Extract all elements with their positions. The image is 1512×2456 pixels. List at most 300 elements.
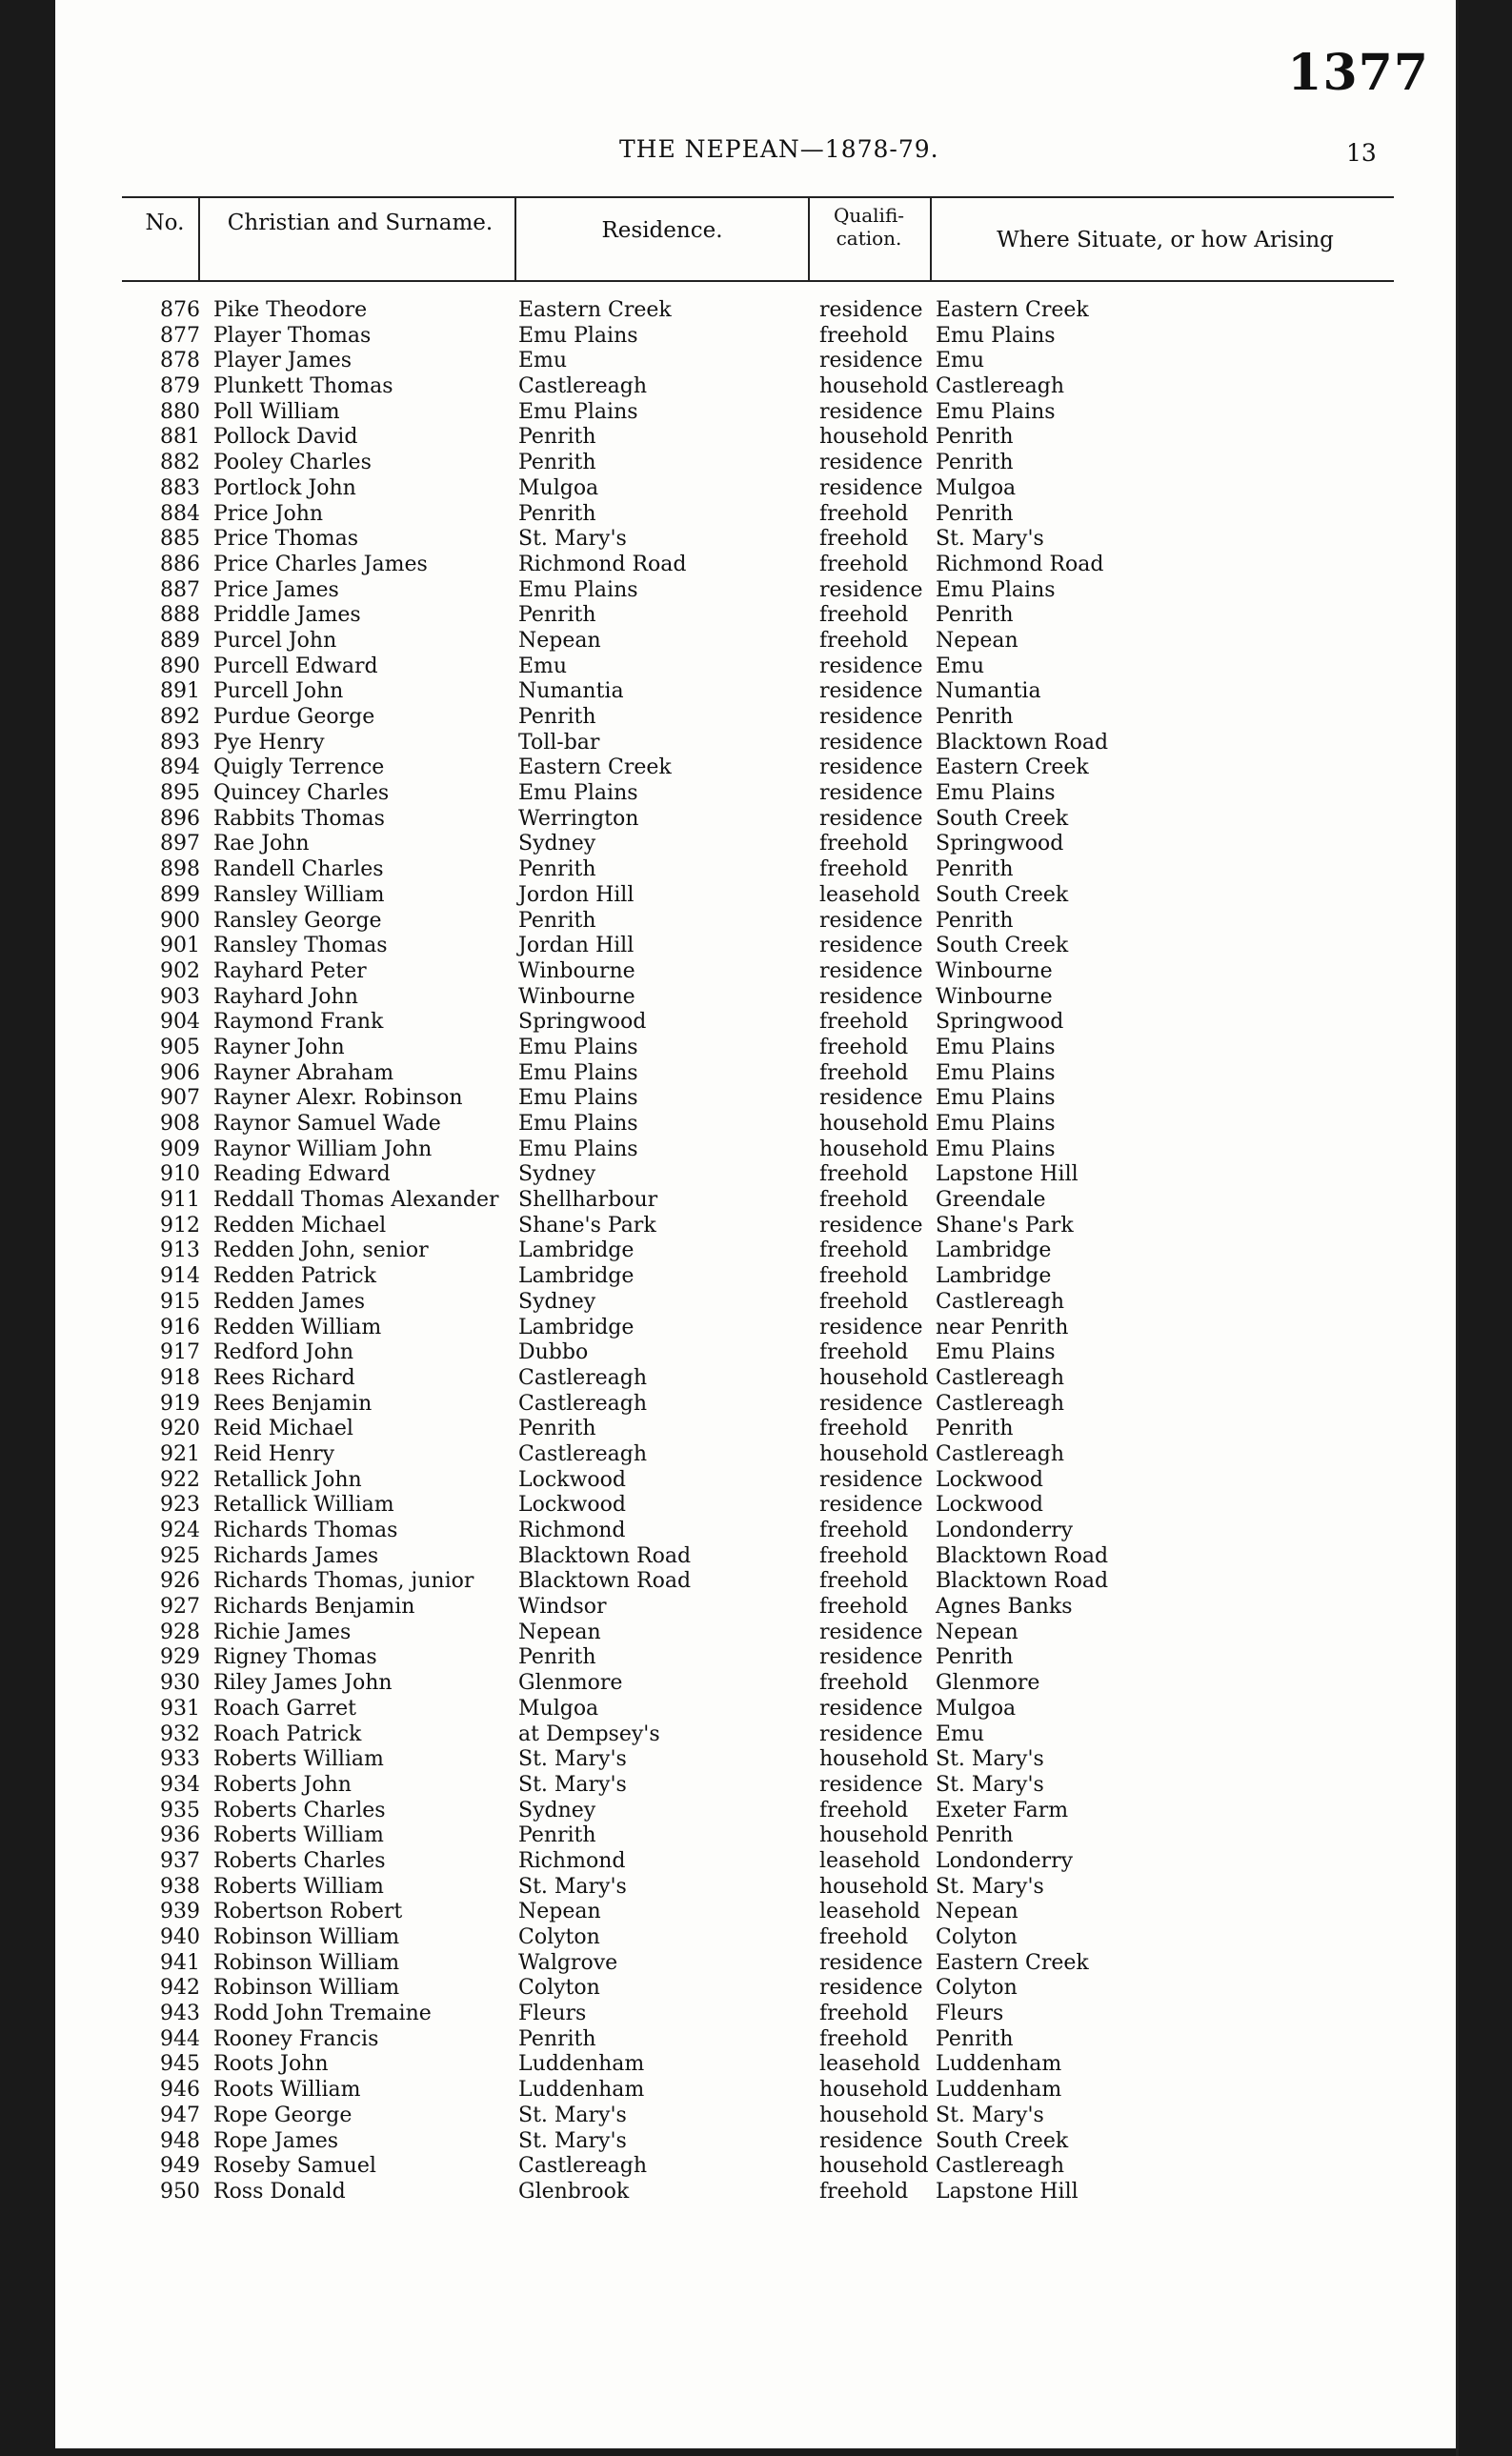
property-location: Emu Plains [936, 1060, 1056, 1085]
elector-qualification: residence [819, 781, 923, 806]
property-location: Agnes Banks [936, 1595, 1073, 1620]
elector-number: 891 [160, 679, 200, 704]
elector-residence: Lockwood [518, 1493, 626, 1518]
page-title: THE NEPEAN—1878-79. [619, 135, 939, 163]
elector-name: Rope James [213, 2128, 339, 2153]
elector-number: 900 [160, 908, 200, 933]
table-row [55, 451, 1456, 476]
elector-residence: Eastern Creek [518, 298, 672, 322]
property-location: Exeter Farm [936, 1798, 1069, 1822]
elector-name: Richie James [213, 1620, 352, 1644]
property-location: Emu [936, 1721, 985, 1746]
elector-residence: Winbourne [518, 984, 635, 1009]
elector-number: 910 [160, 1162, 200, 1187]
table-row [55, 1290, 1456, 1316]
table-row [55, 2180, 1456, 2205]
table-row [55, 1036, 1456, 1061]
elector-qualification: residence [819, 1493, 923, 1518]
property-location: Castlereagh [936, 2154, 1065, 2179]
elector-name: Retallick John [213, 1467, 362, 1492]
table-row [55, 1340, 1456, 1366]
elector-qualification: freehold [819, 552, 909, 576]
property-location: Emu Plains [936, 1340, 1056, 1365]
elector-residence: Glenmore [518, 1671, 623, 1696]
elector-qualification: residence [819, 1696, 923, 1721]
elector-name: Pooley Charles [213, 451, 372, 475]
elector-number: 879 [160, 374, 200, 399]
elector-name: Rabbits Thomas [213, 806, 385, 831]
property-location: Fleurs [936, 2002, 1004, 2026]
elector-qualification: residence [819, 451, 923, 475]
elector-qualification: residence [819, 705, 923, 729]
elector-residence: Emu Plains [518, 1086, 638, 1111]
elector-qualification: freehold [819, 1543, 909, 1568]
property-location: Greendale [936, 1188, 1046, 1213]
elector-number: 936 [160, 1823, 200, 1848]
table-row [55, 807, 1456, 833]
elector-name: Richards Thomas, junior [213, 1569, 474, 1594]
elector-qualification: household [819, 1137, 929, 1161]
elector-number: 909 [160, 1137, 200, 1161]
elector-residence: Penrith [518, 1645, 596, 1670]
elector-residence: at Dempsey's [518, 1721, 660, 1746]
elector-qualification: residence [819, 399, 923, 424]
elector-qualification: household [819, 1112, 929, 1136]
elector-qualification: leasehold [819, 1848, 921, 1873]
elector-qualification: freehold [819, 1595, 909, 1620]
elector-name: Price Charles James [213, 552, 428, 576]
elector-number: 930 [160, 1671, 200, 1696]
elector-name: Roberts Charles [213, 1798, 386, 1822]
elector-residence: Colyton [518, 1925, 600, 1949]
elector-name: Redden Patrick [213, 1264, 376, 1289]
elector-qualification: freehold [819, 1519, 909, 1542]
elector-number: 902 [160, 958, 200, 983]
property-location: Springwood [936, 832, 1064, 856]
elector-name: Rayhard John [213, 984, 358, 1009]
elector-qualification: residence [819, 1950, 923, 1975]
elector-name: Rigney Thomas [213, 1645, 377, 1670]
elector-residence: Nepean [518, 1900, 601, 1924]
table-row [55, 2052, 1456, 2078]
elector-number: 906 [160, 1060, 200, 1085]
elector-name: Rees Richard [213, 1365, 355, 1390]
elector-name: Pike Theodore [213, 298, 368, 322]
property-location: St. Mary's [936, 1874, 1044, 1899]
table-row [55, 1468, 1456, 1494]
elector-residence: Emu [518, 349, 568, 373]
elector-residence: Penrith [518, 501, 596, 526]
elector-residence: Glenbrook [518, 2179, 630, 2204]
elector-number: 918 [160, 1365, 200, 1390]
elector-residence: Blacktown Road [518, 1569, 692, 1594]
table-row [55, 1442, 1456, 1468]
elector-number: 901 [160, 934, 200, 958]
elector-name: Roberts John [213, 1772, 352, 1797]
property-location: Penrith [936, 501, 1014, 526]
elector-number: 917 [160, 1340, 200, 1365]
property-location: Castlereagh [936, 1391, 1065, 1416]
elector-number: 934 [160, 1772, 200, 1797]
elector-number: 921 [160, 1441, 200, 1466]
elector-residence: Shellharbour [518, 1188, 658, 1213]
elector-number: 948 [160, 2128, 200, 2153]
elector-name: Robinson William [213, 1925, 400, 1949]
table-row [55, 679, 1456, 705]
elector-name: Reddall Thomas Alexander [213, 1188, 499, 1213]
property-location: Penrith [936, 1645, 1014, 1670]
elector-name: Redden James [213, 1289, 366, 1314]
elector-number: 940 [160, 1925, 200, 1949]
elector-residence: Richmond Road [518, 552, 687, 576]
elector-name: Reid Henry [213, 1441, 335, 1466]
property-location: Eastern Creek [936, 1950, 1089, 1975]
elector-residence: Sydney [518, 832, 596, 856]
elector-qualification: freehold [819, 1060, 909, 1085]
property-location: Eastern Creek [936, 298, 1089, 322]
elector-residence: Windsor [518, 1595, 607, 1620]
column-divider [198, 198, 200, 280]
elector-residence: Sydney [518, 1289, 596, 1314]
elector-qualification: residence [819, 298, 923, 322]
property-location: Nepean [936, 1900, 1018, 1924]
table-row [55, 1951, 1456, 1977]
elector-residence: Penrith [518, 1417, 596, 1441]
table-row [55, 654, 1456, 680]
property-location: Emu Plains [936, 399, 1056, 424]
elector-residence: Penrith [518, 908, 596, 933]
elector-qualification: residence [819, 1086, 923, 1111]
table-row [55, 909, 1456, 935]
elector-name: Portlock John [213, 475, 356, 500]
property-location: Lambridge [936, 1238, 1052, 1263]
table-row [55, 1645, 1456, 1671]
elector-number: 880 [160, 399, 200, 424]
table-row [55, 832, 1456, 857]
property-location: Winbourne [936, 958, 1053, 983]
elector-number: 890 [160, 654, 200, 678]
elector-name: Quincey Charles [213, 781, 390, 806]
property-location: Emu Plains [936, 577, 1056, 602]
table-row [55, 1010, 1456, 1036]
table-row [55, 1747, 1456, 1773]
elector-residence: Emu Plains [518, 1060, 638, 1085]
elector-residence: Shane's Park [518, 1213, 656, 1238]
elector-residence: Sydney [518, 1162, 596, 1187]
table-row [55, 1823, 1456, 1849]
table-row [55, 1086, 1456, 1112]
elector-number: 897 [160, 832, 200, 856]
elector-name: Pollock David [213, 425, 358, 450]
property-location: Shane's Park [936, 1213, 1074, 1238]
elector-residence: St. Mary's [518, 2128, 627, 2153]
elector-number: 931 [160, 1696, 200, 1721]
elector-qualification: residence [819, 755, 923, 780]
elector-qualification: household [819, 2154, 929, 2179]
elector-number: 923 [160, 1493, 200, 1518]
property-location: Penrith [936, 2026, 1014, 2051]
elector-residence: Werrington [518, 806, 639, 831]
page-number: 1377 [1287, 44, 1429, 102]
elector-number: 883 [160, 475, 200, 500]
elector-qualification: residence [819, 934, 923, 958]
elector-qualification: residence [819, 2128, 923, 2153]
property-location: St. Mary's [936, 1772, 1044, 1797]
table-row [55, 1316, 1456, 1341]
table-row [55, 603, 1456, 629]
column-header-qualification: Qualifi-cation. [833, 204, 905, 250]
elector-qualification: freehold [819, 2026, 909, 2051]
property-location: Lapstone Hill [936, 1162, 1079, 1187]
elector-number: 894 [160, 755, 200, 780]
elector-number: 908 [160, 1112, 200, 1136]
elector-name: Riley James John [213, 1671, 393, 1696]
elector-number: 943 [160, 2002, 200, 2026]
elector-name: Rae John [213, 832, 310, 856]
elector-name: Richards James [213, 1543, 379, 1568]
table-row [55, 985, 1456, 1011]
property-location: Penrith [936, 857, 1014, 882]
elector-number: 945 [160, 2052, 200, 2077]
elector-qualification: household [819, 1823, 929, 1848]
table-row [55, 959, 1456, 985]
elector-number: 912 [160, 1213, 200, 1238]
elector-qualification: freehold [819, 1569, 909, 1594]
elector-residence: Emu [518, 654, 568, 678]
table-row [55, 1264, 1456, 1290]
property-location: Nepean [936, 1620, 1018, 1644]
property-location: Emu [936, 654, 985, 678]
table-row [55, 1671, 1456, 1697]
property-location: Lambridge [936, 1264, 1052, 1289]
elector-name: Roseby Samuel [213, 2154, 376, 2179]
elector-residence: Fleurs [518, 2002, 587, 2026]
elector-residence: Lambridge [518, 1238, 635, 1263]
elector-number: 932 [160, 1721, 200, 1746]
elector-residence: Penrith [518, 857, 596, 882]
property-location: Emu Plains [936, 1086, 1056, 1111]
table-row [55, 400, 1456, 426]
elector-name: Retallick William [213, 1493, 394, 1518]
elector-name: Redford John [213, 1340, 354, 1365]
register-page [55, 0, 1456, 2448]
elector-number: 937 [160, 1848, 200, 1873]
elector-residence: Sydney [518, 1798, 596, 1822]
elector-number: 882 [160, 451, 200, 475]
table-row [55, 1238, 1456, 1264]
elector-qualification: freehold [819, 1162, 909, 1187]
elector-number: 904 [160, 1010, 200, 1035]
property-location: South Creek [936, 934, 1069, 958]
elector-number: 919 [160, 1391, 200, 1416]
elector-name: Richards Benjamin [213, 1595, 415, 1620]
elector-residence: Penrith [518, 451, 596, 475]
elector-name: Purcel John [213, 628, 337, 653]
property-location: near Penrith [936, 1315, 1069, 1339]
property-location: Colyton [936, 1925, 1018, 1949]
elector-name: Rayhard Peter [213, 958, 367, 983]
elector-residence: St. Mary's [518, 527, 627, 552]
elector-qualification: freehold [819, 1289, 909, 1314]
column-header-where: Where Situate, or how Arising [997, 228, 1334, 252]
property-location: Castlereagh [936, 374, 1065, 399]
elector-qualification: leasehold [819, 882, 921, 907]
elector-residence: Penrith [518, 2026, 596, 2051]
table-row [55, 1519, 1456, 1544]
table-row [55, 349, 1456, 374]
table-row [55, 1621, 1456, 1646]
table-row [55, 1722, 1456, 1748]
table-row [55, 425, 1456, 451]
table-row [55, 1162, 1456, 1188]
table-header-bottom-rule [122, 280, 1394, 282]
table-row [55, 1137, 1456, 1163]
property-location: Blacktown Road [936, 1569, 1109, 1594]
table-row [55, 578, 1456, 604]
property-location: Lockwood [936, 1467, 1043, 1492]
elector-name: Reading Edward [213, 1162, 391, 1187]
elector-qualification: residence [819, 908, 923, 933]
elector-number: 922 [160, 1467, 200, 1492]
table-row [55, 755, 1456, 781]
elector-name: Rope George [213, 2103, 353, 2127]
elector-number: 881 [160, 425, 200, 450]
property-location: Emu Plains [936, 1112, 1056, 1136]
elector-name: Robinson William [213, 1950, 400, 1975]
elector-number: 925 [160, 1543, 200, 1568]
elector-qualification: residence [819, 349, 923, 373]
property-location: Castlereagh [936, 1289, 1065, 1314]
table-row [55, 374, 1456, 400]
table-row [55, 527, 1456, 553]
table-row [55, 857, 1456, 883]
elector-qualification: freehold [819, 1188, 909, 1213]
elector-residence: Castlereagh [518, 1391, 648, 1416]
table-row [55, 2078, 1456, 2104]
elector-name: Roots John [213, 2052, 329, 2077]
elector-number: 939 [160, 1900, 200, 1924]
table-row [55, 1697, 1456, 1722]
property-location: Nepean [936, 628, 1018, 653]
elector-residence: Toll-bar [518, 730, 600, 755]
elector-name: Ross Donald [213, 2179, 346, 2204]
elector-number: 927 [160, 1595, 200, 1620]
table-row [55, 1366, 1456, 1392]
property-location: St. Mary's [936, 1747, 1044, 1772]
elector-name: Roberts Charles [213, 1848, 386, 1873]
table-row [55, 1493, 1456, 1519]
elector-number: 942 [160, 1976, 200, 2001]
elector-name: Purdue George [213, 705, 375, 729]
elector-qualification: freehold [819, 2179, 909, 2204]
property-location: Mulgoa [936, 1696, 1017, 1721]
table-row [55, 1799, 1456, 1824]
elector-name: Price James [213, 577, 339, 602]
elector-qualification: residence [819, 1315, 923, 1339]
elector-residence: Numantia [518, 679, 624, 704]
property-location: St. Mary's [936, 527, 1044, 552]
elector-name: Redden Michael [213, 1213, 387, 1238]
elector-number: 911 [160, 1188, 200, 1213]
property-location: Winbourne [936, 984, 1053, 1009]
elector-residence: Luddenham [518, 2078, 645, 2103]
property-location: South Creek [936, 806, 1069, 831]
elector-qualification: household [819, 2103, 929, 2127]
elector-residence: St. Mary's [518, 1747, 627, 1772]
elector-qualification: freehold [819, 323, 909, 348]
table-row [55, 1112, 1456, 1137]
elector-qualification: residence [819, 1391, 923, 1416]
elector-name: Rooney Francis [213, 2026, 379, 2051]
elector-number: 893 [160, 730, 200, 755]
elector-name: Poll William [213, 399, 340, 424]
elector-number: 949 [160, 2154, 200, 2179]
property-location: Penrith [936, 451, 1014, 475]
elector-residence: Winbourne [518, 958, 635, 983]
elector-qualification: freehold [819, 832, 909, 856]
elector-qualification: freehold [819, 1035, 909, 1059]
elector-qualification: freehold [819, 2002, 909, 2026]
elector-qualification: residence [819, 730, 923, 755]
elector-name: Price John [213, 501, 324, 526]
elector-number: 941 [160, 1950, 200, 1975]
elector-residence: Jordon Hill [518, 882, 635, 907]
elector-name: Quigly Terrence [213, 755, 385, 780]
elector-name: Rayner John [213, 1035, 345, 1059]
elector-qualification: residence [819, 1721, 923, 1746]
elector-number: 887 [160, 577, 200, 602]
property-location: Emu Plains [936, 781, 1056, 806]
elector-number: 926 [160, 1569, 200, 1594]
table-row [55, 298, 1456, 324]
elector-qualification: freehold [819, 857, 909, 882]
elector-name: Roach Garret [213, 1696, 356, 1721]
table-row [55, 324, 1456, 350]
elector-residence: Luddenham [518, 2052, 645, 2077]
elector-residence: Penrith [518, 425, 596, 450]
elector-qualification: freehold [819, 1417, 909, 1441]
elector-number: 898 [160, 857, 200, 882]
elector-name: Priddle James [213, 603, 361, 628]
elector-residence: Castlereagh [518, 374, 648, 399]
table-row [55, 476, 1456, 502]
elector-residence: Walgrove [518, 1950, 618, 1975]
table-row [55, 1900, 1456, 1925]
elector-name: Reid Michael [213, 1417, 353, 1441]
elector-qualification: household [819, 1874, 929, 1899]
elector-qualification: freehold [819, 1238, 909, 1263]
elector-number: 946 [160, 2078, 200, 2103]
elector-residence: Penrith [518, 705, 596, 729]
elector-qualification: residence [819, 958, 923, 983]
property-location: Blacktown Road [936, 1543, 1109, 1568]
elector-rows [55, 298, 1456, 2205]
table-row [55, 2104, 1456, 2129]
elector-residence: Colyton [518, 1976, 600, 2001]
elector-number: 920 [160, 1417, 200, 1441]
property-location: Blacktown Road [936, 730, 1109, 755]
elector-name: Robinson William [213, 1976, 400, 2001]
elector-number: 888 [160, 603, 200, 628]
elector-qualification: household [819, 2078, 929, 2103]
table-top-rule [122, 196, 1394, 198]
elector-number: 876 [160, 298, 200, 322]
table-row [55, 2002, 1456, 2027]
elector-residence: Richmond [518, 1519, 626, 1542]
column-header-name: Christian and Surname. [227, 211, 494, 235]
elector-residence: Castlereagh [518, 1365, 648, 1390]
property-location: Penrith [936, 425, 1014, 450]
